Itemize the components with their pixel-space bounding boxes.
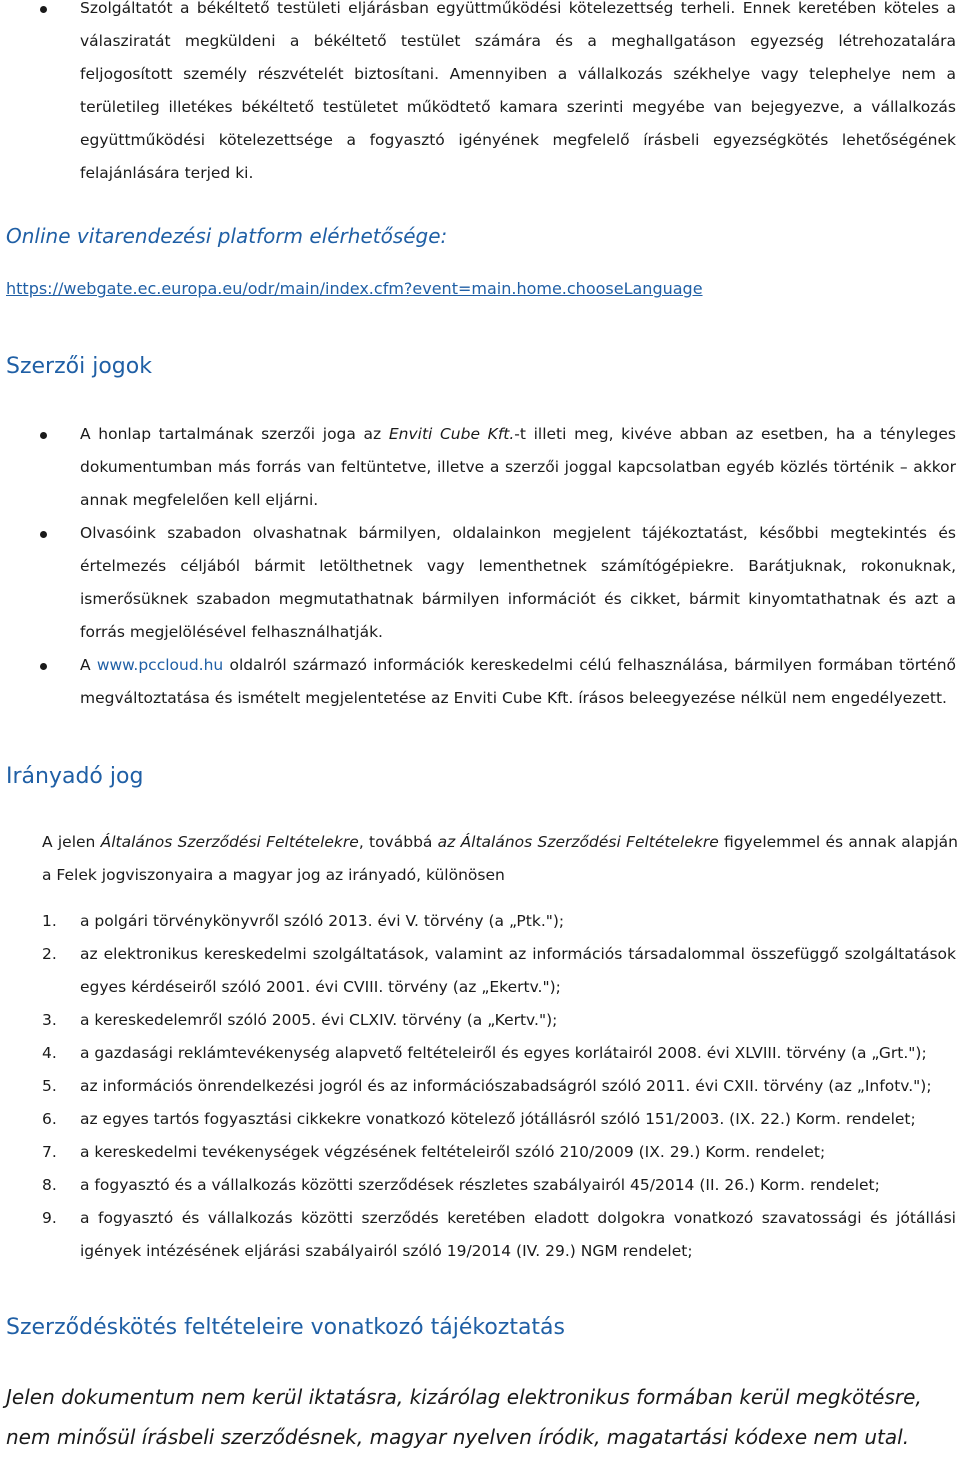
item-text: a fogyasztó és a vállalkozás közötti szerződések részletes szabályairól 45/2014 (II. 26.) Korm. rendelet; — [80, 1176, 880, 1194]
list-item-text-post: oldalról származó információk kereskedelmi célú felhasználása, bármilyen formában történő megváltoztatása és ismételt megjelentetése az Enviti Cube Kft. írásos beleegyezése nélkül nem engedélyezett. — [80, 656, 957, 707]
odr-link[interactable]: https://webgate.ec.europa.eu/odr/main/index.cfm?event=main.home.chooseLanguage — [6, 279, 703, 298]
item-text: az elektronikus kereskedelmi szolgáltatások, valamint az információs társadalommal összefüggő szolgáltatások egyes kérdéseiről szóló 2001. évi CVIII. törvény (az „Ekertv."); — [80, 945, 956, 996]
law-item — [0, 1103, 960, 1136]
bullet-icon — [40, 432, 47, 439]
copyright-list — [0, 418, 960, 715]
item-text: a kereskedelmi tevékenységek végzésének feltételeiről szóló 210/2009 (IX. 29.) Korm. rendelet; — [80, 1143, 826, 1161]
law-item — [0, 1136, 960, 1169]
item-number: 6. — [42, 1110, 57, 1128]
contract-heading: Szerződéskötés feltételeire vonatkozó tájékoztatás — [6, 1315, 566, 1340]
law-item — [0, 1037, 960, 1070]
copyright-heading: Szerzői jogok — [6, 354, 152, 379]
law-item — [0, 1169, 960, 1202]
list-item — [0, 418, 960, 517]
law-intro-text: A jelen — [42, 833, 101, 851]
list-item — [0, 0, 960, 190]
pccloud-link[interactable]: www.pccloud.hu — [96, 656, 224, 674]
law-intro-text: figyelemmel és annak alapján a Felek jogviszonyaira a magyar jog az irányadó, különösen — [42, 833, 958, 884]
bullet-icon — [40, 663, 47, 670]
item-number: 8. — [42, 1176, 57, 1194]
list-item-text-pre: A — [80, 656, 97, 674]
item-number: 2. — [42, 945, 57, 963]
law-item — [0, 1004, 960, 1037]
item-number: 3. — [42, 1011, 57, 1029]
item-text: a kereskedelemről szóló 2005. évi CLXIV. törvény (a „Kertv."); — [80, 1011, 558, 1029]
company-name: Enviti Cube Kft. — [388, 425, 515, 443]
law-list — [0, 905, 960, 1268]
odr-heading: Online vitarendezési platform elérhetősége: — [6, 224, 448, 248]
list-item — [0, 517, 960, 649]
item-number: 1. — [42, 912, 57, 930]
item-text: a gazdasági reklámtevékenység alapvető feltételeiről és egyes korlátairól 2008. évi XLVIII. törvény (a „Grt."); — [80, 1044, 927, 1062]
copyright-text-pre: A honlap tartalmának szerzői joga az — [80, 425, 389, 443]
law-item — [0, 1070, 960, 1103]
contract-statement: Jelen dokumentum nem kerül iktatásra, kizárólag elektronikus formában kerül megkötésre, nem minősül írásbeli szerződésnek, magyar nyelven íródik, magatartási kódexe nem utal. — [6, 1385, 922, 1449]
law-intro-emphasis: az Általános Szerződési Feltételekre — [437, 833, 719, 851]
list-item-text: Szolgáltatót a békéltető testületi eljárásban együttműködési kötelezettség terheli. Ennek keretében köteles a válasziratát megküldeni a békéltető testület számára és a meghallgatáson egyezség létrehozatalára feljogosított személy részvételét biztosítani. Amennyiben a vállalkozás székhelye vagy telephelye nem a területileg illetékes békéltető testületet működtető kamara szerinti megyébe van bejegyezve, a vállalkozás együttműködési kötelezettsége a fogyasztó igényének megfelelő írásbeli egyezségkötés lehetőségének felajánlására terjed ki. — [80, 0, 956, 182]
law-heading: Irányadó jog — [6, 764, 144, 789]
item-number: 5. — [42, 1077, 57, 1095]
top-bullet-list — [0, 0, 960, 190]
list-item — [0, 649, 960, 715]
bullet-icon — [40, 6, 47, 13]
item-text: az információs önrendelkezési jogról és az információszabadságról szóló 2011. évi CXII. törvény (az „Infotv."); — [80, 1077, 932, 1095]
law-item — [0, 905, 960, 938]
law-intro-emphasis: Általános Szerződési Feltételekre — [100, 833, 359, 851]
law-item — [0, 1202, 960, 1268]
item-text: az egyes tartós fogyasztási cikkekre vonatkozó kötelező jótállásról szóló 151/2003. (IX. 22.) Korm. rendelet; — [80, 1110, 916, 1128]
bullet-icon — [40, 531, 47, 538]
law-item — [0, 938, 960, 1004]
law-intro-text: , továbbá — [358, 833, 438, 851]
item-number: 9. — [42, 1209, 57, 1227]
item-number: 4. — [42, 1044, 57, 1062]
item-number: 7. — [42, 1143, 57, 1161]
law-intro — [42, 826, 958, 892]
item-text: a fogyasztó és vállalkozás közötti szerződés keretében eladott dolgokra vonatkozó szavatossági és jótállási igények intézésének eljárási szabályairól szóló 19/2014 (IV. 29.) NGM rendelet; — [80, 1209, 956, 1260]
copyright-text-post: -t illeti meg, kivéve abban az esetben, ha a tényleges dokumentumban más forrás van feltüntetve, illetve a szerzői joggal kapcsolatban egyéb közlés történik – akkor annak megfelelően kell eljárni. — [80, 425, 956, 509]
item-text: a polgári törvénykönyvről szóló 2013. évi V. törvény (a „Ptk."); — [80, 912, 565, 930]
list-item-text: Olvasóink szabadon olvashatnak bármilyen, oldalainkon megjelent tájékoztatást, későbbi megtekintés és értelmezés céljából bármit letölthetnek vagy lementhetnek számítógépiekre. Barátjuknak, rokonuknak, ismerősüknek szabadon megmutathatnak bármilyen információt és cikket, bármit kinyomtathatnak és azt a forrás megjelölésével felhasználhatják. — [80, 524, 956, 641]
